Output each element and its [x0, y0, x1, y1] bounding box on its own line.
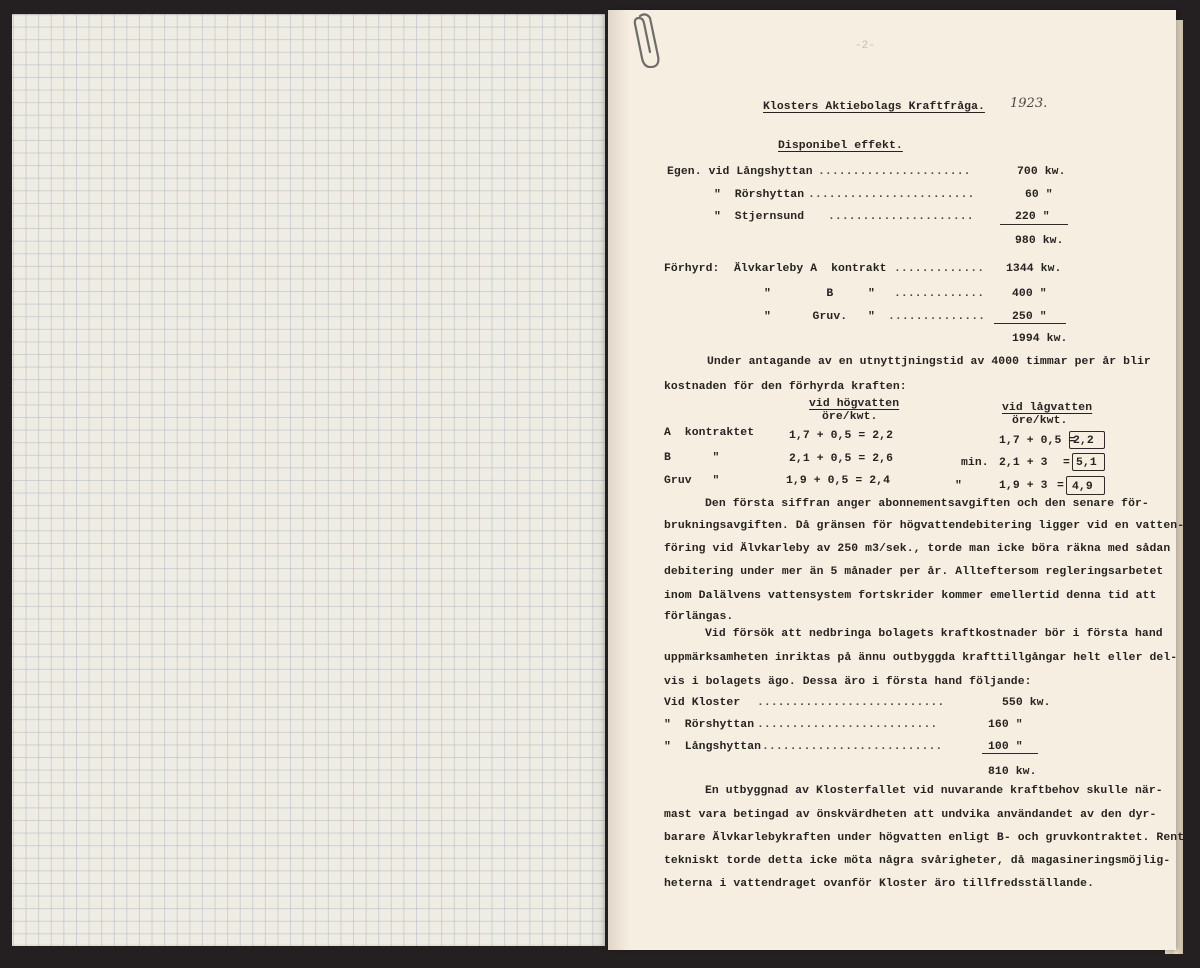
low-water-result: 5,1: [1076, 457, 1097, 469]
low-water-cost: 2,1 + 3: [999, 457, 1048, 469]
list-item-label: " B ": [764, 288, 875, 300]
list-item-label: " Rörshyttan: [714, 189, 805, 201]
paragraph-line: vis i bolagets ägo. Dessa äro i första hand följande:: [664, 676, 1032, 688]
list-item-value: 1344 kw.: [1006, 263, 1062, 275]
page-gutter-shadow: [608, 10, 630, 950]
dot-leader: ......................: [818, 166, 971, 178]
list-item-value: 100 ": [988, 741, 1023, 753]
list-item-label: Älvkarleby A kontrakt: [734, 263, 887, 275]
low-water-result: 4,9: [1072, 481, 1093, 493]
list-item-label: " Rörshyttan: [664, 719, 755, 731]
paragraph-line: barare Älvkarlebykraften under högvatten enligt B- och gruvkontraktet. Rent: [664, 832, 1185, 844]
list-item-value: 250 ": [1012, 311, 1047, 323]
dot-leader: .............: [894, 263, 985, 275]
dot-leader: .............: [894, 288, 985, 300]
paragraph-line: kostnaden för den förhyrda kraften:: [664, 381, 907, 393]
column-header-low-unit: öre/kwt.: [1012, 415, 1068, 427]
list-item-label: " Långshyttan: [664, 741, 762, 753]
paragraph-line: Den första siffran anger abonnementsavgiften och den senare för-: [705, 498, 1149, 510]
low-water-prefix: ": [955, 480, 962, 492]
dot-leader: .....................: [828, 211, 974, 223]
paragraph-line: brukningsavgiften. Då gränsen för högvattendebitering ligger vid en vatten-: [664, 520, 1185, 532]
high-water-cost: 1,7 + 0,5 = 2,2: [789, 430, 894, 442]
column-header-low: vid lågvatten: [1002, 402, 1093, 414]
paragraph-line: Under antagande av en utnyttjningstid av 4000 timmar per år blir: [707, 356, 1151, 368]
paragraph-line: förlängas.: [664, 611, 734, 623]
document-title: Klosters Aktiebolags Kraftfråga.: [763, 101, 985, 113]
sum-rule: [1000, 224, 1068, 225]
paragraph-line: Vid försök att nedbringa bolagets kraftkostnader bör i första hand: [705, 628, 1163, 640]
paragraph-line: uppmärksamheten inriktas på ännu outbyggda krafttillgångar helt eller del-: [664, 652, 1178, 664]
handwritten-year-note: 1923.: [1010, 96, 1048, 111]
paperclip-icon: [630, 12, 660, 68]
column-header-high: vid högvatten: [809, 398, 900, 410]
low-water-cost: 1,7 + 0,5 =: [999, 435, 1076, 447]
list-item-label: " Stjernsund: [714, 211, 805, 223]
list-item-value: 550 kw.: [1002, 697, 1051, 709]
paragraph-line: tekniskt torde detta icke möta några svårigheter, då magasineringsmöjlig-: [664, 855, 1171, 867]
list-item-label: " Gruv. ": [764, 311, 875, 323]
section-heading: Disponibel effekt.: [778, 140, 903, 152]
paragraph-line: föring vid Älvkarleby av 250 m3/sek., torde man icke böra räkna med sådan: [664, 543, 1171, 555]
equals-sign: =: [1063, 457, 1070, 469]
resources-total: 810 kw.: [988, 766, 1037, 778]
list-item-value: 700 kw.: [1017, 166, 1066, 178]
list-item-label: Vid Kloster: [664, 697, 741, 709]
list-item-value: 160 ": [988, 719, 1023, 731]
hired-total: 1994 kw.: [1012, 333, 1068, 345]
row-label: Gruv ": [664, 475, 720, 487]
page-fold-shadow: [589, 14, 605, 946]
paragraph-line: mast vara betingad av önskvärdheten att undvika användandet av den dyr-: [664, 809, 1157, 821]
dot-leader: ........................: [808, 189, 975, 201]
high-water-cost: 1,9 + 0,5 = 2,4: [786, 475, 891, 487]
list-item-value: 60 ": [1025, 189, 1053, 201]
equals-sign: =: [1057, 480, 1064, 492]
dot-leader: ..........................: [757, 719, 938, 731]
dot-leader: ...........................: [757, 697, 945, 709]
paragraph-line: heterna i vattendraget ovanför Kloster äro tillfredsställande.: [664, 878, 1095, 890]
sum-rule: [982, 753, 1038, 754]
own-total: 980 kw.: [1015, 235, 1064, 247]
low-water-prefix: min.: [961, 457, 989, 469]
low-water-cost: 1,9 + 3: [999, 480, 1048, 492]
list-item-value: 400 ": [1012, 288, 1047, 300]
column-header-high-unit: öre/kwt.: [822, 411, 878, 423]
page-number: -2-: [855, 40, 875, 52]
row-label: A kontraktet: [664, 427, 755, 439]
list-item-value: 220 ": [1015, 211, 1050, 223]
low-water-result: 2,2: [1073, 435, 1094, 447]
paragraph-line: En utbyggnad av Klosterfallet vid nuvarande kraftbehov skulle när-: [705, 785, 1163, 797]
row-label: B ": [664, 452, 720, 464]
high-water-cost: 2,1 + 0,5 = 2,6: [789, 453, 894, 465]
dot-leader: ..........................: [762, 741, 943, 753]
paragraph-line: debitering under mer än 5 månader per år. Allteftersom regleringsarbetet: [664, 566, 1164, 578]
list-item-label: Egen. vid Långshyttan: [667, 166, 813, 178]
paragraph-line: inom Dalälvens vattensystem fortskrider kommer emellertid denna tid att: [664, 590, 1157, 602]
grid-paper-page: [12, 14, 605, 946]
dot-leader: ..............: [888, 311, 986, 323]
sum-rule: [994, 323, 1066, 324]
hired-label: Förhyrd:: [664, 263, 720, 275]
